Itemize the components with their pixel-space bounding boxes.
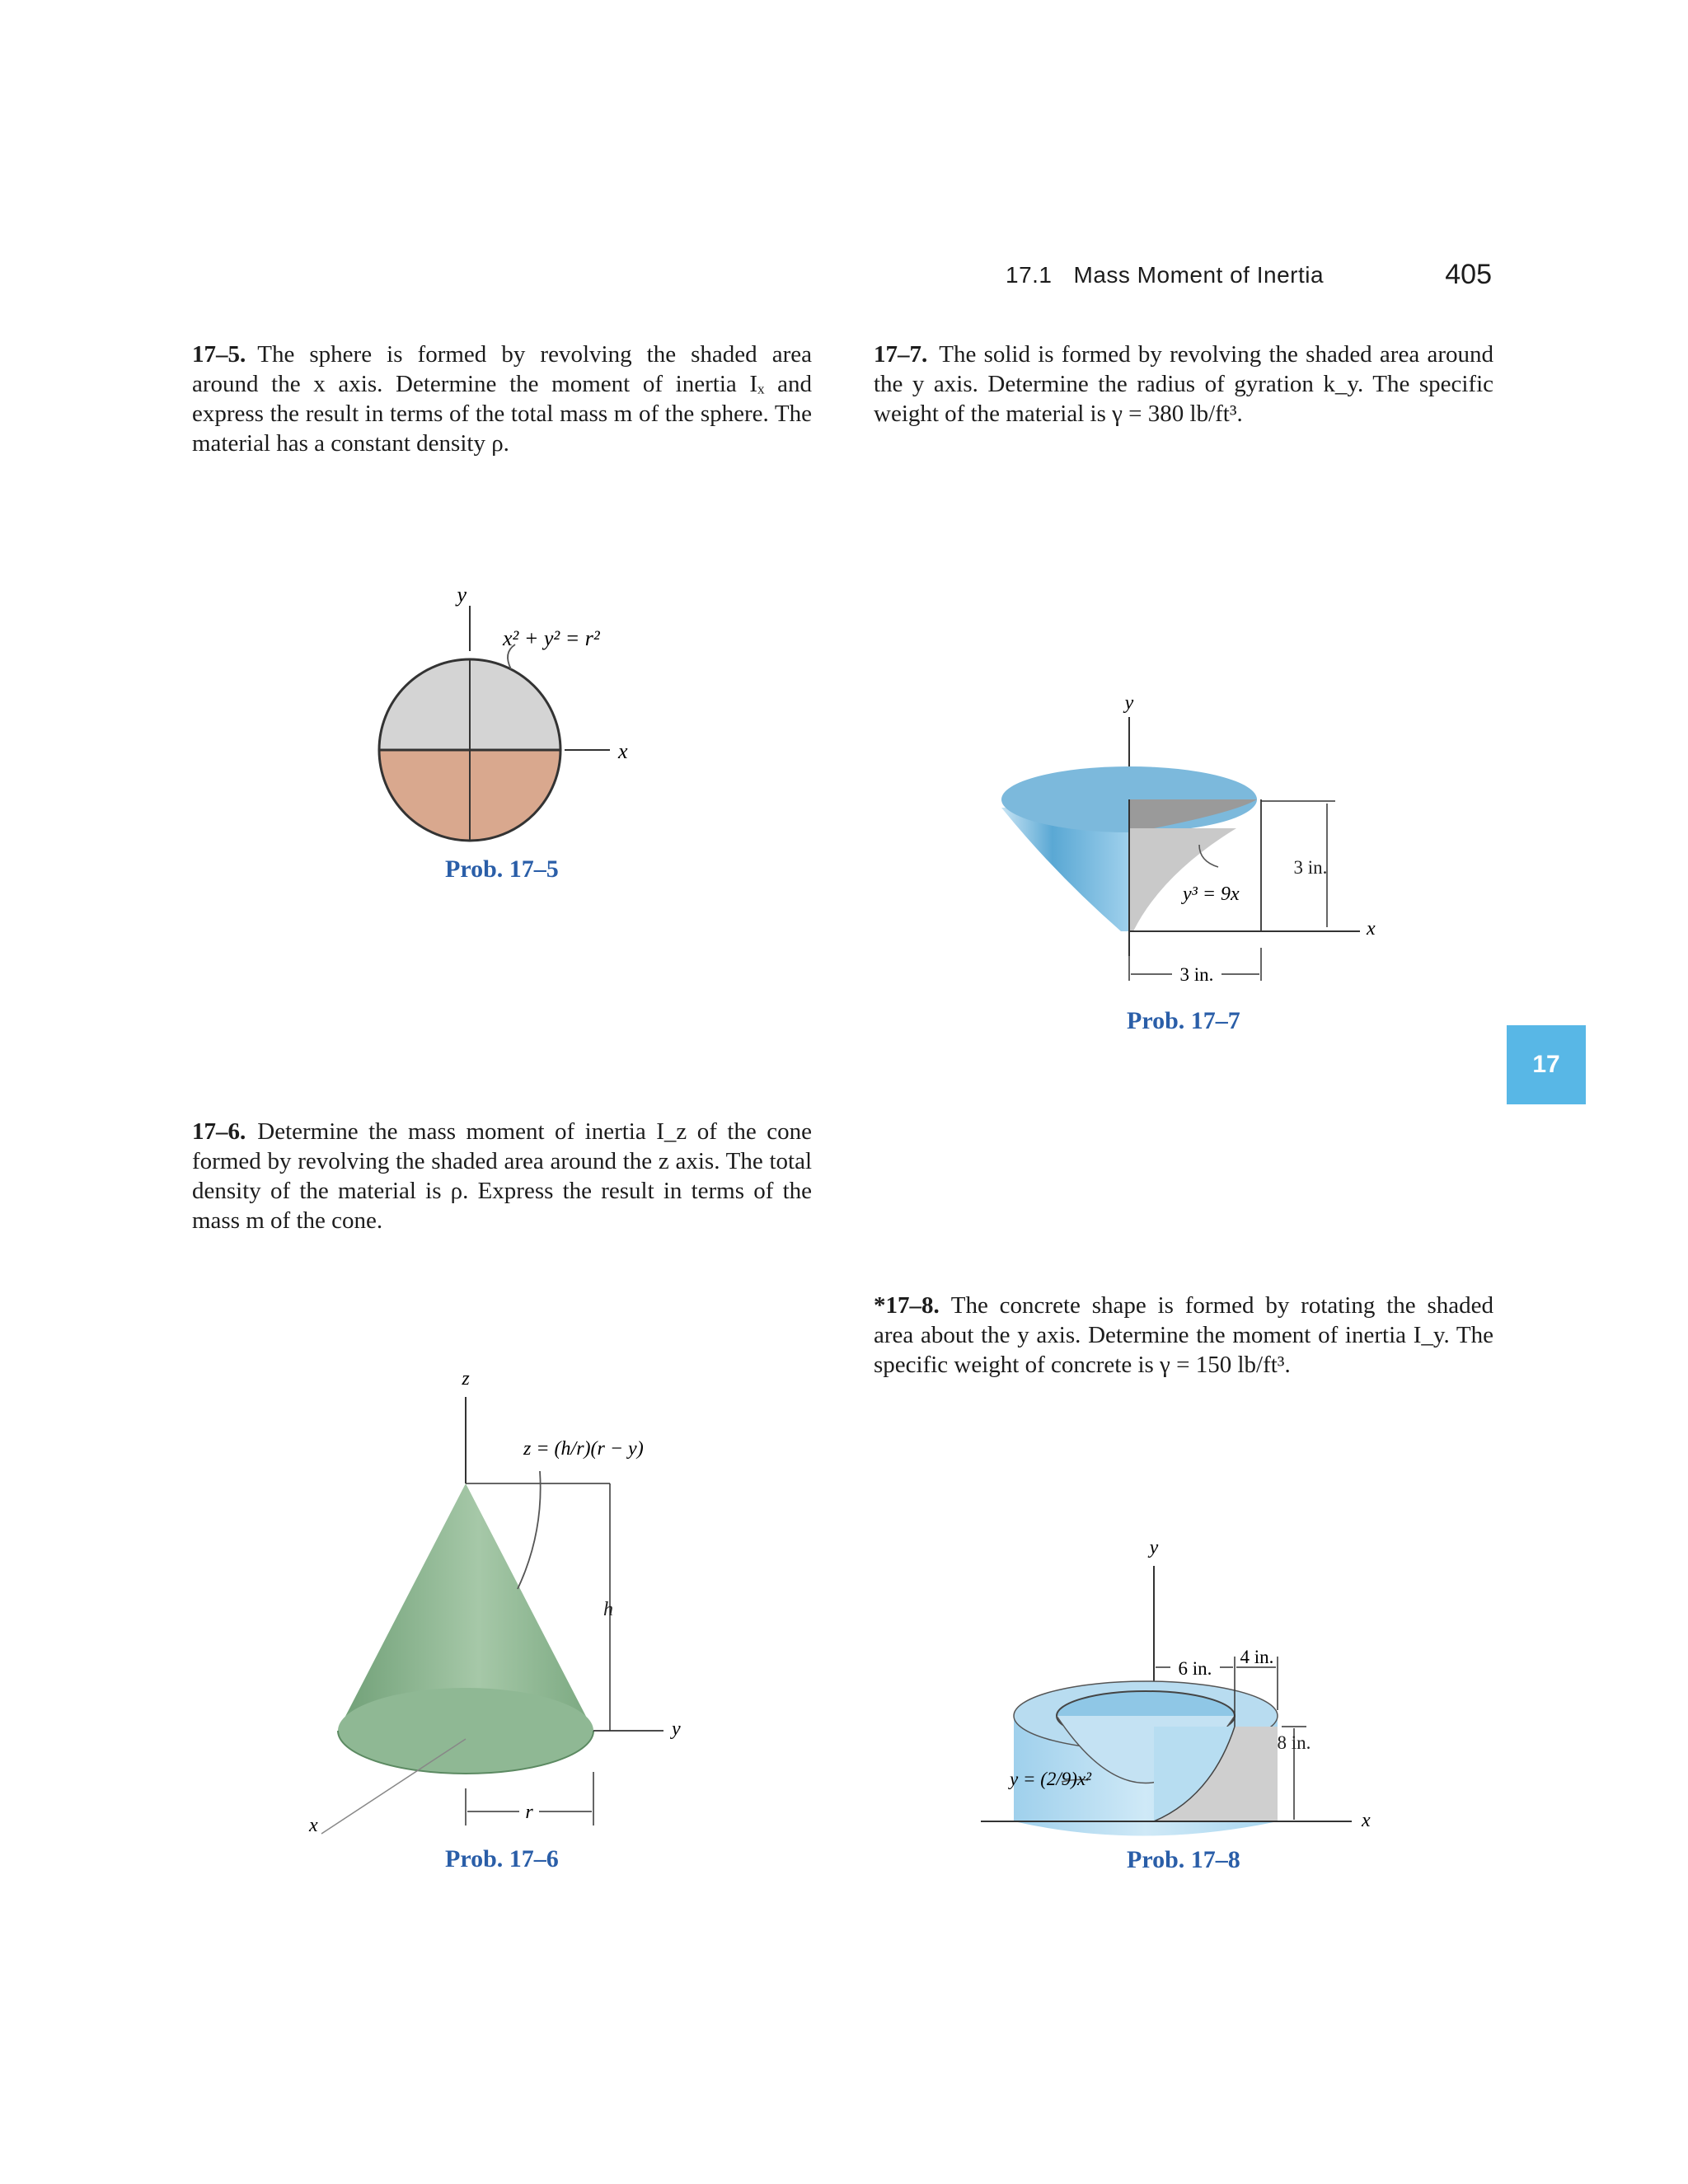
height-label: h	[603, 1599, 613, 1620]
figure-cone	[305, 1360, 717, 1838]
chapter-tab[interactable]: 17	[1507, 1025, 1586, 1104]
figure-sphere	[346, 577, 676, 849]
height-dimension-label: 3 in.	[1293, 857, 1328, 878]
y-axis-label: y	[672, 1718, 681, 1740]
figure-caption: Prob. 17–8	[1127, 1846, 1240, 1873]
equation-leader	[518, 1471, 541, 1589]
width-dimension-label: 3 in.	[1179, 964, 1214, 985]
problem-text: The solid is formed by revolving the shaded area around the y axis. Determine the radius of gyration k_y. The specific weight of the material is γ = 380 lb/ft³.	[874, 341, 1493, 427]
problem-17-6	[192, 1117, 812, 1235]
x-axis-label: x	[1367, 918, 1376, 940]
equation-label: y = (2/9)x²	[1010, 1769, 1092, 1789]
z-axis-label: z	[462, 1368, 470, 1390]
radius-label: r	[525, 1802, 533, 1823]
figure-caption: Prob. 17–5	[445, 855, 559, 883]
equation-label: z = (h/r)(r − y)	[523, 1438, 644, 1460]
section-cut-face	[1129, 828, 1236, 931]
equation-label: y³ = 9x	[1183, 883, 1240, 905]
problem-text: Determine the mass moment of inertia I_z of the cone formed by revolving the shaded area around the z axis. The total density of the material is ρ. Express the result in terms of the mass m of the cone.	[192, 1118, 812, 1234]
wall-thickness-label: 4 in.	[1240, 1647, 1274, 1667]
section-title: Mass Moment of Inertia	[1073, 262, 1325, 288]
page-number: 405	[1445, 259, 1492, 290]
figure-caption: Prob. 17–7	[1127, 1007, 1240, 1034]
x-axis-label: x	[309, 1815, 318, 1836]
problem-text: The sphere is formed by revolving the shaded area around the x axis. Determine the moment of inertia Iₓ and express the result in terms of the total mass m of the sphere. The material has a constant density ρ.	[192, 341, 812, 457]
problem-number: 17–5.	[192, 341, 246, 368]
x-axis-label: x	[1362, 1810, 1371, 1831]
problem-number: *17–8.	[874, 1292, 940, 1319]
y-axis-label: y	[1149, 1537, 1159, 1558]
figure-concrete-shape	[964, 1533, 1426, 1838]
problem-17-8	[874, 1291, 1493, 1380]
section-number: 17.1	[1006, 262, 1053, 288]
problem-number: 17–7.	[874, 341, 928, 368]
equation-label: x² + y² = r²	[503, 626, 600, 650]
height-dimension-label: 8 in.	[1277, 1732, 1311, 1753]
inner-radius-label: 6 in.	[1178, 1658, 1212, 1679]
figure-funnel-solid	[989, 684, 1418, 989]
y-axis-label: y	[457, 583, 467, 607]
x-axis-label: x	[618, 739, 628, 763]
figure-caption: Prob. 17–6	[445, 1845, 559, 1872]
problem-17-5	[192, 340, 812, 458]
running-header	[1006, 262, 1360, 288]
problem-number: 17–6.	[192, 1118, 246, 1145]
y-axis-label: y	[1124, 692, 1134, 714]
problem-17-7	[874, 340, 1493, 429]
problem-text: The concrete shape is formed by rotating the shaded area about the y axis. Determine the moment of inertia I_y. The specific weight of concrete is γ = 150 lb/ft³.	[874, 1292, 1493, 1378]
